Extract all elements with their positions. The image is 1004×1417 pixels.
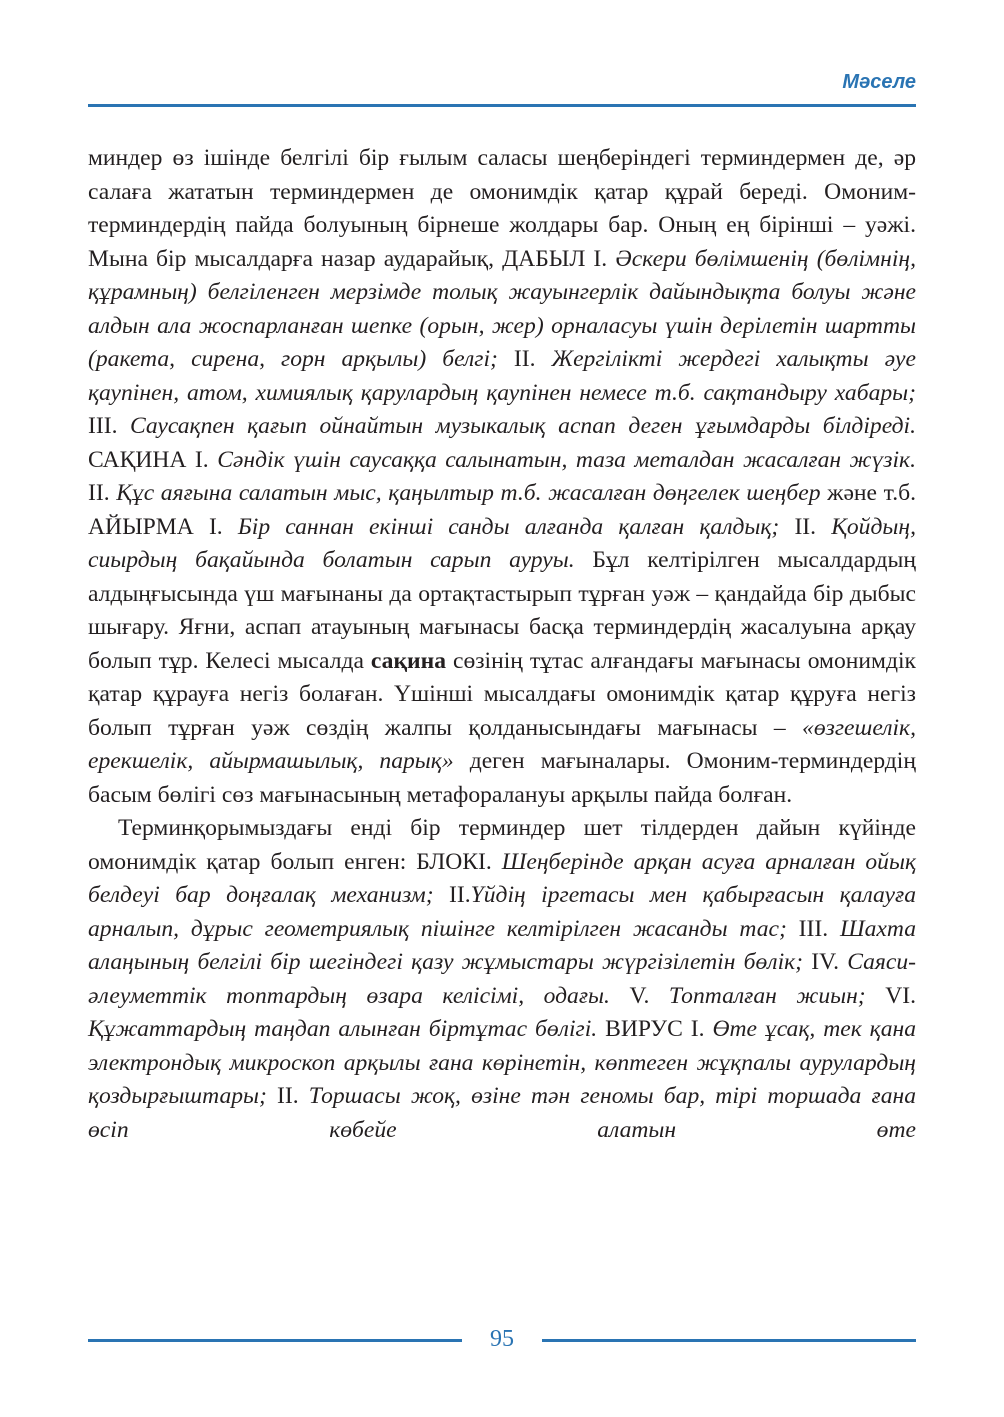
definition-text: Саяси-әлеуметтік топтардың өзара келісімі, одағы.	[88, 949, 916, 1009]
text-run: сөзінің тұтас алғандағы мағынасы омонимдік қатар құрауға негіз болаған. Үшінші мысалдағы омонимдік қатар құруға негіз болып тұрған уәж сөздің жалпы қолданысындағы мағынасы –	[88, 647, 916, 741]
text-run: IV.	[803, 949, 848, 975]
definition-text: Торшасы жоқ, өзіне тән геномы бар, тірі торшада ғана өсіп көбейе алатын өте	[88, 1083, 916, 1143]
text-run: ВИРУС I.	[597, 1016, 713, 1042]
definition-text: Қойдың, сиырдың бақайында болатын сарып ауруы.	[88, 513, 916, 573]
text-run: II.	[779, 513, 832, 540]
text-run: САҚИНА I.	[88, 446, 218, 473]
definition-text: Өте ұсақ, тек қана электрондық микроскоп арқылы ғана көрінетін, көптеген жұқпалы аурулардың қоздырғыштары;	[88, 1016, 917, 1109]
text-run: III.	[786, 915, 840, 942]
definition-text: Топталған жиын;	[668, 982, 866, 1009]
definition-text: Үйдің іргетасы мен қабырғасын қалауға арналып, дұрыс геометриялық пішінге келтірілген жасанды тас;	[88, 882, 916, 942]
text-run: II.	[88, 480, 117, 506]
definition-text: Құжаттардың таңдап алынған біртұтас бөлігі.	[88, 1016, 598, 1042]
paragraph	[88, 142, 916, 812]
text-run: II.	[433, 882, 471, 908]
bold-term: сақина	[370, 647, 447, 674]
footer-divider-right	[542, 1339, 916, 1342]
text-run: III.	[88, 413, 131, 439]
footer-divider-left	[88, 1339, 462, 1342]
text-run: II.	[266, 1083, 309, 1109]
definition-text: Бір саннан екінші санды алғанда қалған қалдық;	[237, 513, 780, 540]
definition-text: «өзгешелік, ерекшелік, айырмашылық, парық»	[88, 714, 916, 774]
page-number: 95	[490, 1326, 514, 1352]
text-run: Бұл келтірілген мысалдардың алдыңғысында үш мағынаны да ортақтастырып тұрған уәж – қандайда бір дыбыс шығару. Яғни, аспап атауының мағынасы басқа терминдердің жасалуына арқау болып тұр. Келесі мысалда	[88, 547, 916, 674]
text-run: және т.б. АЙЫРМА I.	[88, 480, 916, 540]
definition-text: Шахта алаңының белгілі бір шегіндегі қазу жұмыстары жүргізілетін бөлік;	[88, 915, 916, 975]
page-body	[88, 142, 916, 1147]
definition-text: Құс аяғына салатын мыс, қаңылтыр т.б. жасалған дөңгелек шеңбер	[116, 480, 821, 506]
text-run: миндер өз ішінде белгілі бір ғылым саласы шеңберіндегі терминдермен де, әр салаға жататын терминдермен де омонимдік қатар құрай береді. Омоним-терминдердің пайда болуының бірнеше жолдары бар. Оның ең біріншi – уәжі. Мына бір мысалдарға назар аударайық, ДАБЫЛ I.	[88, 145, 916, 272]
text-run: VI.	[865, 982, 916, 1009]
text-run: II.	[497, 346, 552, 372]
text-run: Терминқорымыздағы енді бір терминдер шет тілдерден дайын күйінде омонимдік қатар болып енген: БЛОКI.	[88, 815, 916, 875]
text-run: деген мағыналары. Омоним-терминдердің басым бөлігі сөз мағынасының метафоралануы арқылы пайда болған.	[88, 748, 916, 808]
definition-text: Жергілікті жердегі халықты әуе қаупінен, атом, химиялық қарулардың қаупінен немесе т.б. сақтандыру хабары;	[88, 346, 916, 406]
definition-text: Әскери бөлімшенің (бөлімнің, құрамның) белгіленген мерзімде толық жауынгерлік дайындықта болуы және алдын ала жоспарланған шепке (орын, жер) орналасуы үшін дерілетін шартты (ракета, сирена, горн арқылы) белгі;	[88, 245, 916, 372]
definition-text: Сәндік үшін саусаққа салынатын, таза металдан жасалған жүзік.	[217, 446, 916, 473]
paragraph	[88, 812, 916, 1147]
definition-text: Шеңберінде арқан асуға арналған ойық белдеуі бар доңғалақ механизм;	[88, 848, 916, 908]
definition-text: Саусақпен қағып ойнайтын музыкалық аспап деген ұғымдарды білдіреді.	[130, 413, 916, 439]
section-title: Мәселе	[842, 71, 916, 93]
text-run: V.	[609, 982, 669, 1009]
header-divider	[88, 104, 916, 107]
